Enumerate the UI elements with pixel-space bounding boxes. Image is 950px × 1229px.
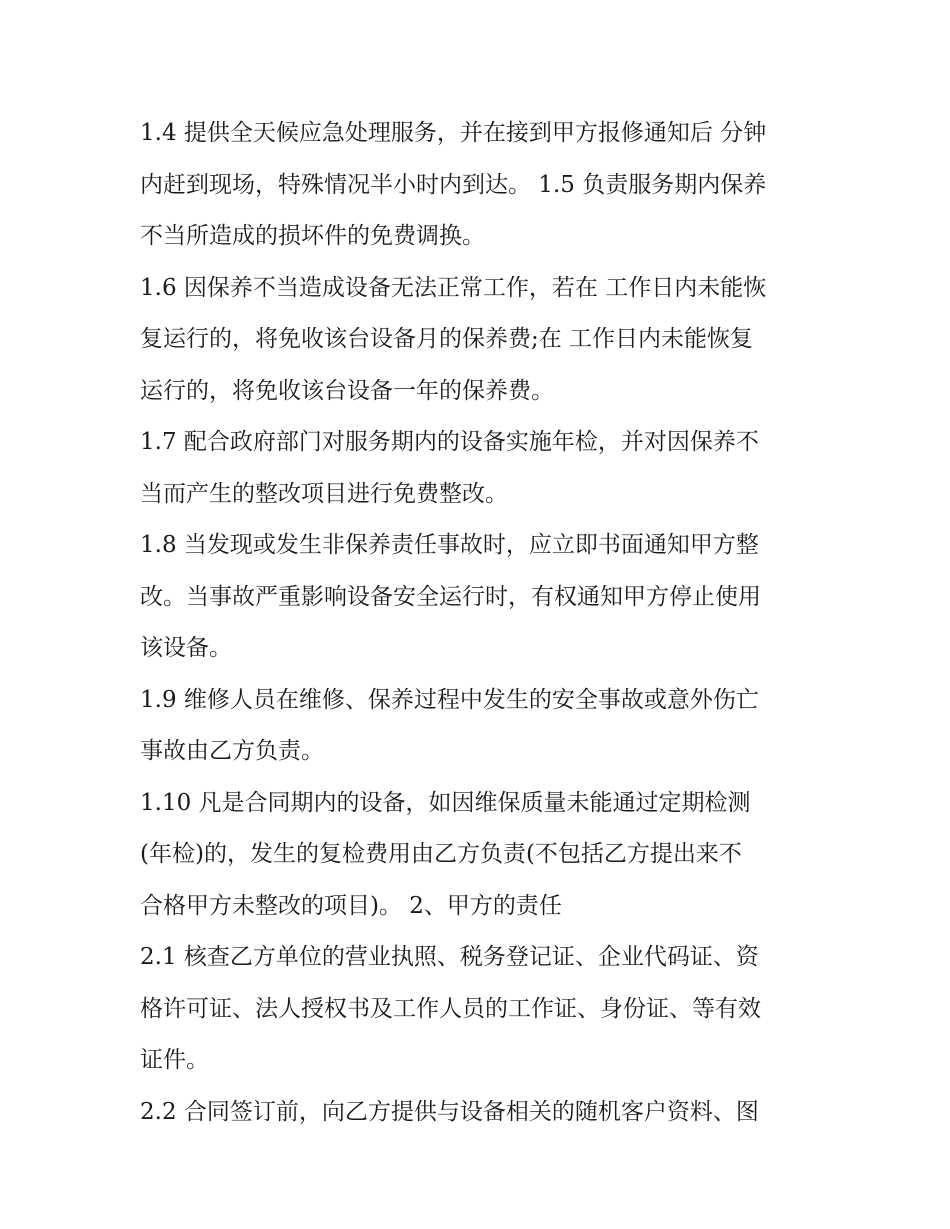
- text-line: 该设备。: [140, 635, 232, 661]
- text-line: (年检)的，发生的复检费用由乙方负责(不包括乙方提出来不: [140, 841, 742, 867]
- text-line: 合格甲方未整改的项目)。 2、甲方的责任: [140, 892, 562, 919]
- text-line: 运行的，将免收该台设备一年的保养费。: [140, 377, 554, 404]
- paragraph-2-1: [140, 932, 820, 1087]
- text-line: 2.1 核查乙方单位的营业执照、税务登记证、企业代码证、资: [140, 944, 759, 970]
- text-line: 内赶到现场，特殊情况半小时内到达。 1.5 负责服务期内保养: [140, 171, 767, 198]
- text-line: 1.6 因保养不当造成设备无法正常工作，若在 工作日内未能恢: [140, 274, 767, 301]
- text-line: 复运行的，将免收该台设备月的保养费;在 工作日内未能恢复: [140, 326, 754, 352]
- paragraph-1-9: [140, 675, 820, 778]
- text-line: 当而产生的整改项目进行免费整改。: [140, 480, 508, 507]
- text-line: 2.2 合同签订前，向乙方提供与设备相关的随机客户资料、图: [140, 1098, 759, 1125]
- paragraph-1-7: [140, 417, 820, 520]
- text-line: 证件。: [140, 1047, 209, 1073]
- paragraph-2-2: [140, 1087, 820, 1139]
- paragraph-1-8: [140, 520, 820, 675]
- text-line: 不当所造成的损坏件的免费调换。: [140, 223, 485, 249]
- text-line: 1.9 维修人员在维修、保养过程中发生的安全事故或意外伤亡: [140, 686, 759, 713]
- paragraph-1-6: [140, 263, 820, 418]
- document-body: [140, 108, 820, 1138]
- text-line: 1.7 配合政府部门对服务期内的设备实施年检，并对因保养不: [140, 429, 759, 455]
- text-line: 1.4 提供全天候应急处理服务，并在接到甲方报修通知后 分钟: [140, 120, 767, 146]
- text-line: 1.10 凡是合同期内的设备，如因维保质量未能通过定期检测: [140, 789, 751, 816]
- text-line: 改。当事故严重影响设备安全运行时，有权通知甲方停止使用: [140, 583, 761, 610]
- paragraph-1-4: [140, 108, 820, 263]
- paragraph-1-10: [140, 778, 820, 933]
- text-line: 事故由乙方负责。: [140, 738, 324, 764]
- text-line: 1.8 当发现或发生非保养责任事故时，应立即书面通知甲方整: [140, 532, 759, 558]
- text-line: 格许可证、法人授权书及工作人员的工作证、身份证、等有效: [140, 995, 761, 1022]
